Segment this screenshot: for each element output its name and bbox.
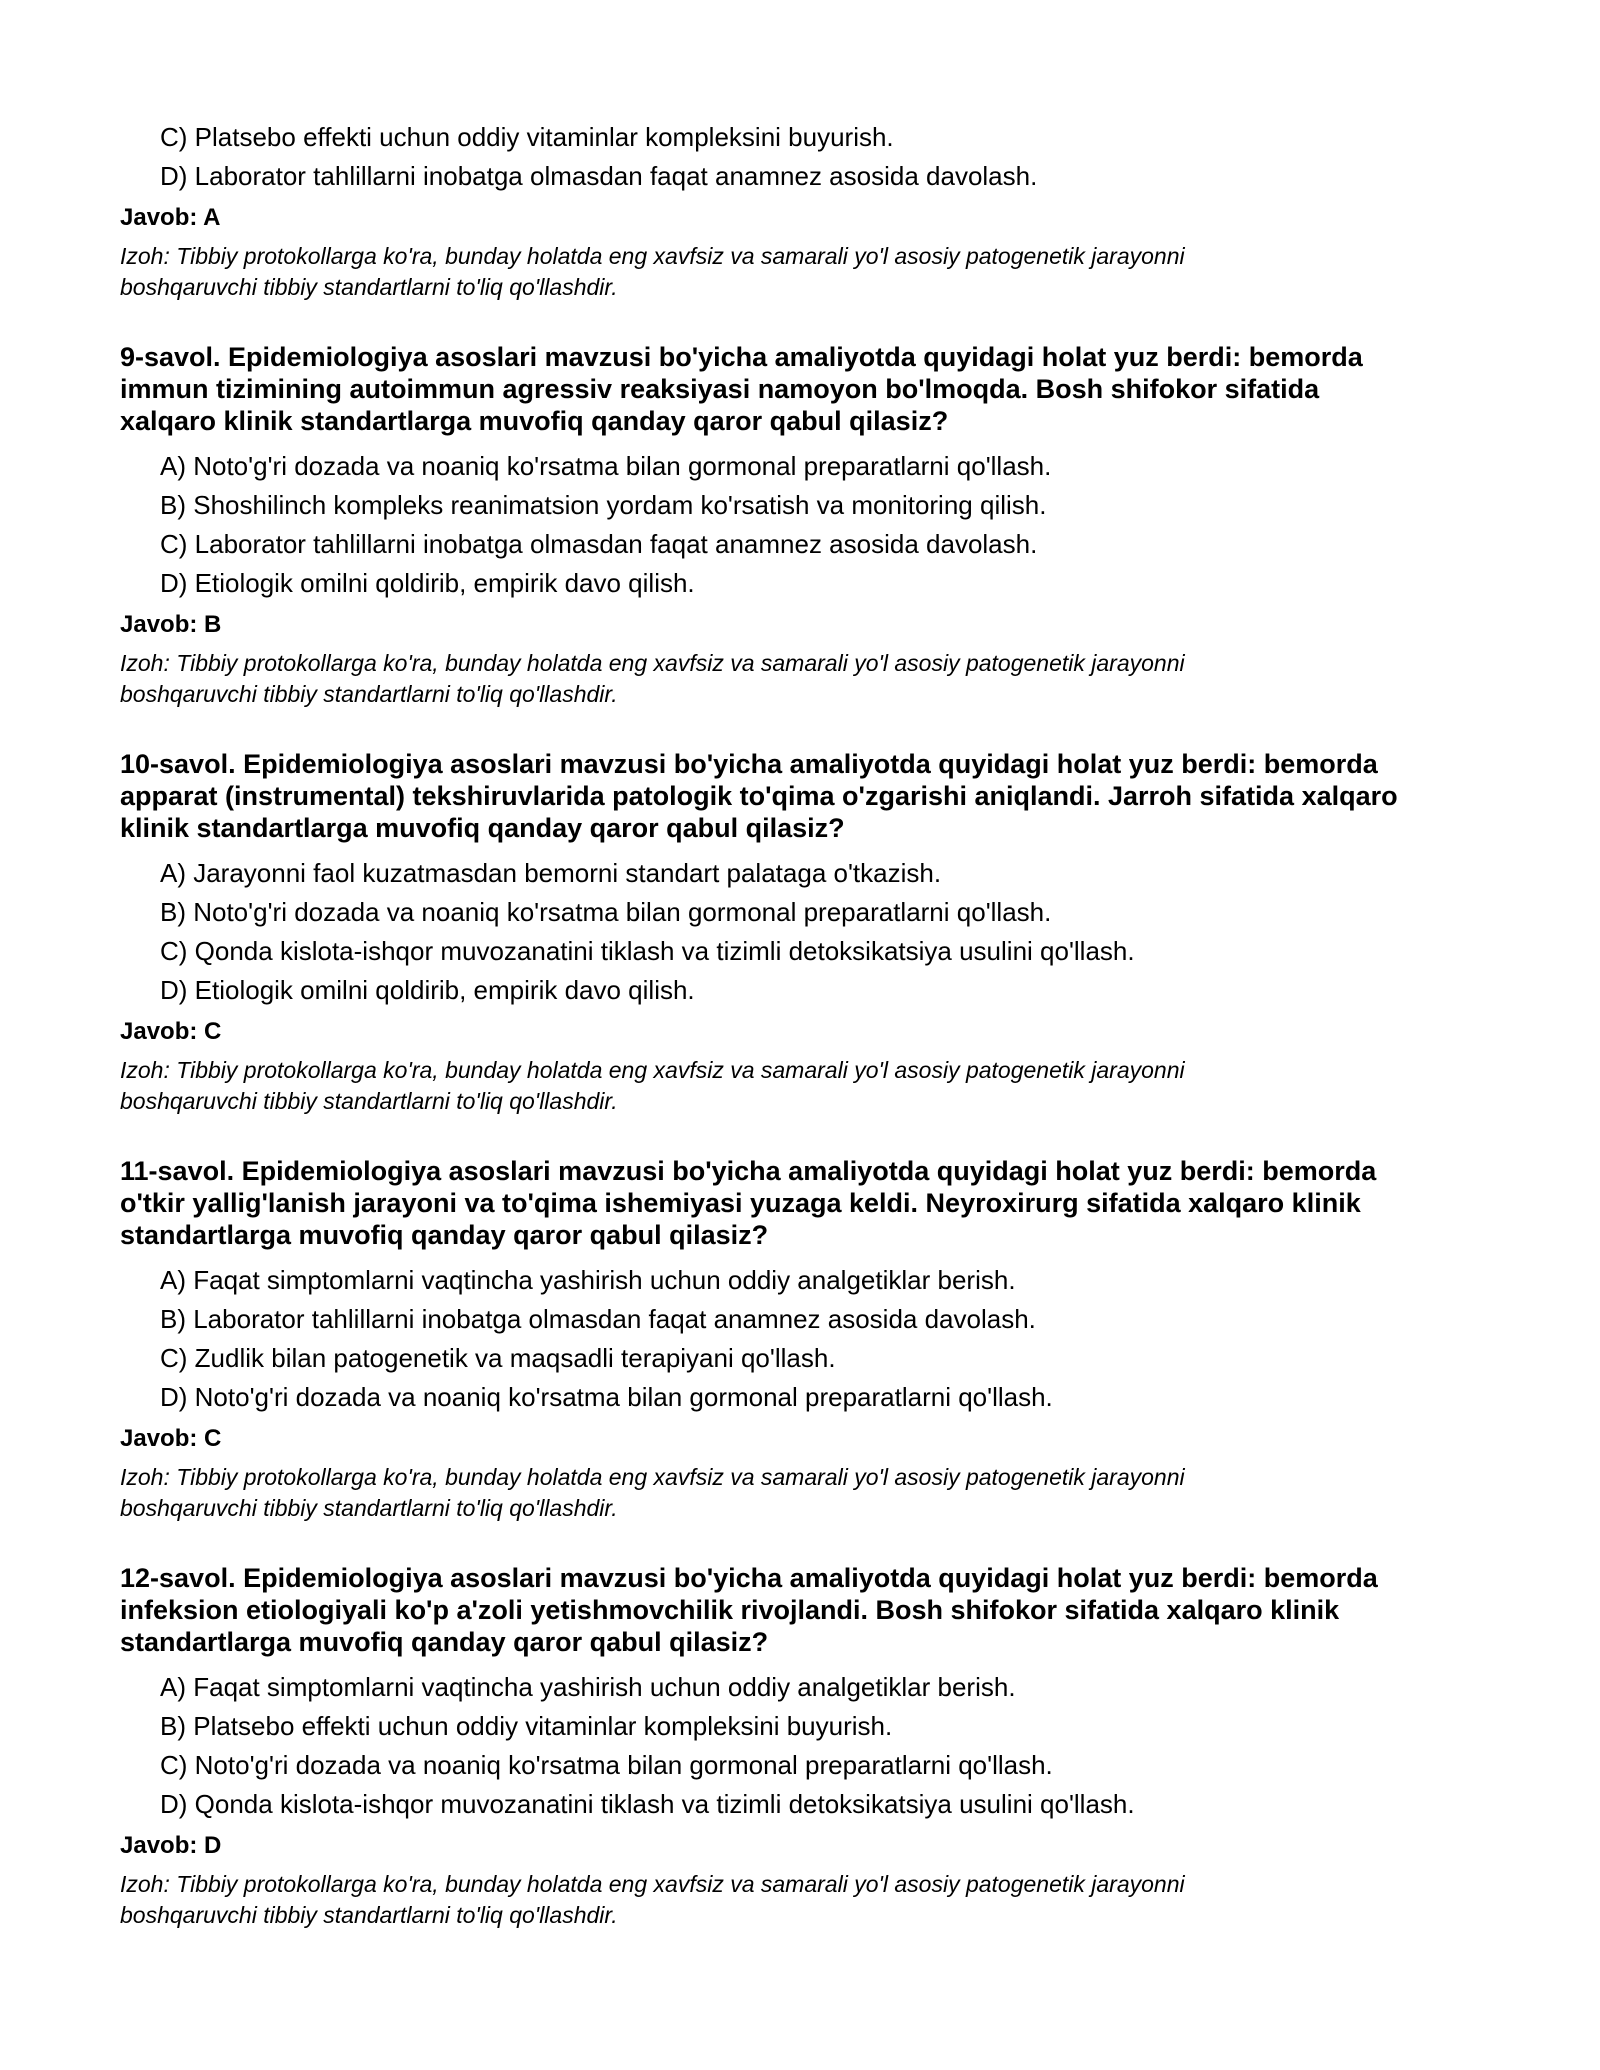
option-d: D) Qonda kislota-ishqor muvozanatini tiklash va tizimli detoksikatsiya usulini qo'llash. [160, 1789, 1135, 1819]
explanation-note [120, 241, 1510, 303]
question-line: apparat (instrumental) tekshiruvlarida patologik to'qima o'zgarishi aniqlandi. Jarroh sifatida xalqaro [120, 781, 1398, 811]
option-a: A) Faqat simptomlarni vaqtincha yashirish uchun oddiy analgetiklar berish. [160, 1265, 1016, 1295]
question-text [120, 341, 1510, 437]
question-block-10 [120, 748, 1510, 1117]
option-a: A) Jarayonni faol kuzatmasdan bemorni standart palataga o'tkazish. [160, 858, 942, 888]
option-d: D) Etiologik omilni qoldirib, empirik davo qilish. [160, 975, 695, 1005]
explanation-note [120, 1869, 1510, 1931]
note-line: boshqaruvchi tibbiy standartlarni to'liq qo'llashdir. [120, 1495, 618, 1521]
option-a: A) Noto'g'ri dozada va noaniq ko'rsatma bilan gormonal preparatlarni qo'llash. [160, 451, 1052, 481]
explanation-note [120, 1462, 1510, 1524]
answer-label: Javob: D [120, 1832, 222, 1859]
option-d: D) Laborator tahlillarni inobatga olmasdan faqat anamnez asosida davolash. [160, 161, 1038, 191]
note-line: Izoh: Tibbiy protokollarga ko'ra, bunday holatda eng xavfsiz va samarali yo'l asosiy patogenetik jarayonni [120, 1871, 1185, 1897]
option-b: B) Laborator tahlillarni inobatga olmasdan faqat anamnez asosida davolash. [160, 1304, 1036, 1334]
question-line: standartlarga muvofiq qanday qaror qabul qilasiz? [120, 1627, 769, 1657]
carryover-block [120, 118, 1510, 303]
answer-label: Javob: C [120, 1425, 222, 1452]
note-line: Izoh: Tibbiy protokollarga ko'ra, bunday holatda eng xavfsiz va samarali yo'l asosiy patogenetik jarayonni [120, 243, 1185, 269]
option-c: C) Laborator tahlillarni inobatga olmasdan faqat anamnez asosida davolash. [160, 529, 1038, 559]
note-line: boshqaruvchi tibbiy standartlarni to'liq qo'llashdir. [120, 681, 618, 707]
question-line: 9-savol. Epidemiologiya asoslari mavzusi bo'yicha amaliyotda quyidagi holat yuz berdi: bemorda [120, 342, 1363, 372]
option-b: B) Shoshilinch kompleks reanimatsion yordam ko'rsatish va monitoring qilish. [160, 490, 1047, 520]
question-block-12 [120, 1562, 1510, 1931]
explanation-note [120, 648, 1510, 710]
question-line: o'tkir yallig'lanish jarayoni va to'qima ishemiyasi yuzaga keldi. Neyroxirurg sifatida xalqaro klinik [120, 1188, 1361, 1218]
question-text [120, 1562, 1510, 1658]
question-line: infeksion etiologiyali ko'p a'zoli yetishmovchilik rivojlandi. Bosh shifokor sifatida xalqaro klinik [120, 1595, 1340, 1625]
question-text [120, 1155, 1510, 1251]
option-c: C) Qonda kislota-ishqor muvozanatini tiklash va tizimli detoksikatsiya usulini qo'llash. [160, 936, 1135, 966]
question-line: immun tizimining autoimmun agressiv reaksiyasi namoyon bo'lmoqda. Bosh shifokor sifatida [120, 374, 1320, 404]
question-block-9 [120, 341, 1510, 710]
option-c: C) Noto'g'ri dozada va noaniq ko'rsatma bilan gormonal preparatlarni qo'llash. [160, 1750, 1053, 1780]
note-line: boshqaruvchi tibbiy standartlarni to'liq qo'llashdir. [120, 1088, 618, 1114]
answer-label: Javob: A [120, 204, 221, 231]
option-c: C) Zudlik bilan patogenetik va maqsadli terapiyani qo'llash. [160, 1343, 836, 1373]
note-line: Izoh: Tibbiy protokollarga ko'ra, bunday holatda eng xavfsiz va samarali yo'l asosiy patogenetik jarayonni [120, 1057, 1185, 1083]
option-b: B) Platsebo effekti uchun oddiy vitaminlar kompleksini buyurish. [160, 1711, 893, 1741]
option-c: C) Platsebo effekti uchun oddiy vitaminlar kompleksini buyurish. [160, 122, 894, 152]
note-line: Izoh: Tibbiy protokollarga ko'ra, bunday holatda eng xavfsiz va samarali yo'l asosiy patogenetik jarayonni [120, 1464, 1185, 1490]
document-page [120, 118, 1510, 1969]
note-line: boshqaruvchi tibbiy standartlarni to'liq qo'llashdir. [120, 1902, 618, 1928]
option-b: B) Noto'g'ri dozada va noaniq ko'rsatma bilan gormonal preparatlarni qo'llash. [160, 897, 1052, 927]
question-line: standartlarga muvofiq qanday qaror qabul qilasiz? [120, 1220, 769, 1250]
question-line: 12-savol. Epidemiologiya asoslari mavzusi bo'yicha amaliyotda quyidagi holat yuz berdi: bemorda [120, 1563, 1378, 1593]
note-line: boshqaruvchi tibbiy standartlarni to'liq qo'llashdir. [120, 274, 618, 300]
option-d: D) Etiologik omilni qoldirib, empirik davo qilish. [160, 568, 695, 598]
question-text [120, 748, 1510, 844]
question-line: xalqaro klinik standartlarga muvofiq qanday qaror qabul qilasiz? [120, 406, 949, 436]
question-line: klinik standartlarga muvofiq qanday qaror qabul qilasiz? [120, 813, 845, 843]
question-line: 10-savol. Epidemiologiya asoslari mavzusi bo'yicha amaliyotda quyidagi holat yuz berdi: bemorda [120, 749, 1378, 779]
question-line: 11-savol. Epidemiologiya asoslari mavzusi bo'yicha amaliyotda quyidagi holat yuz berdi: bemorda [120, 1156, 1377, 1186]
question-block-11 [120, 1155, 1510, 1524]
option-a: A) Faqat simptomlarni vaqtincha yashirish uchun oddiy analgetiklar berish. [160, 1672, 1016, 1702]
explanation-note [120, 1055, 1510, 1117]
answer-label: Javob: C [120, 1018, 222, 1045]
option-d: D) Noto'g'ri dozada va noaniq ko'rsatma bilan gormonal preparatlarni qo'llash. [160, 1382, 1053, 1412]
note-line: Izoh: Tibbiy protokollarga ko'ra, bunday holatda eng xavfsiz va samarali yo'l asosiy patogenetik jarayonni [120, 650, 1185, 676]
answer-label: Javob: B [120, 611, 222, 638]
